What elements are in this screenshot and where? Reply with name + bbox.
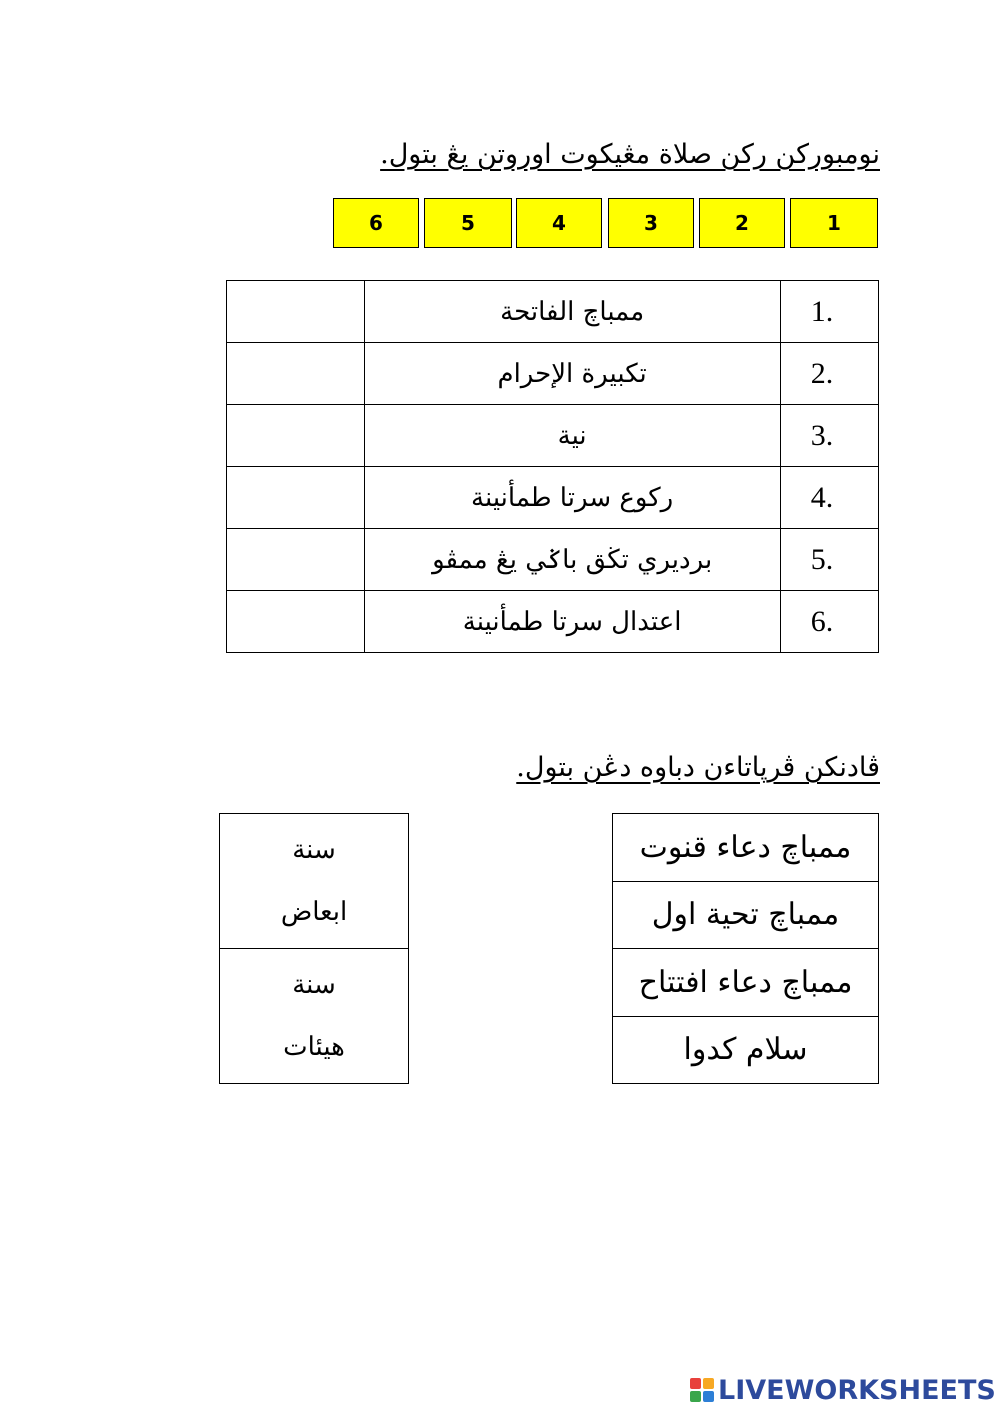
match-item[interactable]: سلام کدوا xyxy=(613,1016,879,1084)
answer-drop-cell[interactable] xyxy=(227,529,365,591)
answer-drop-cell[interactable] xyxy=(227,281,365,343)
rukun-label: برديري تڬق باݢي يڠ ممڤو xyxy=(364,529,780,591)
table-row xyxy=(227,467,879,529)
table-row xyxy=(227,405,879,467)
rukun-label: تکبيرة الإحرام xyxy=(364,343,780,405)
sunnah-type-table xyxy=(219,813,409,1084)
table-row xyxy=(613,881,879,949)
number-box-3[interactable]: 3 xyxy=(608,198,694,248)
logo-text: LIVEWORKSHEETS xyxy=(718,1374,996,1406)
match-item[interactable]: ممباچ دعاء قنوت xyxy=(613,814,879,882)
row-number: 6. xyxy=(780,591,878,653)
logo-square xyxy=(690,1391,701,1402)
table-row xyxy=(613,1016,879,1084)
number-box-6[interactable]: 6 xyxy=(333,198,419,248)
type-line: سنة xyxy=(292,970,336,1000)
rukun-label: اعتدال سرتا طمأنينة xyxy=(364,591,780,653)
table-row xyxy=(227,591,879,653)
logo-square xyxy=(703,1391,714,1402)
logo-mark-icon xyxy=(690,1378,714,1402)
number-box-2[interactable]: 2 xyxy=(699,198,785,248)
table-row xyxy=(227,529,879,591)
match-item[interactable]: ممباچ تحية اول xyxy=(613,881,879,949)
type-line: سنة xyxy=(292,835,336,865)
number-box-4[interactable]: 4 xyxy=(516,198,602,248)
number-box-1[interactable]: 1 xyxy=(790,198,878,248)
liveworksheets-logo xyxy=(690,1372,996,1408)
match-item[interactable]: ممباچ دعاء افتتاح xyxy=(613,949,879,1017)
table-row xyxy=(227,343,879,405)
number-box-5[interactable]: 5 xyxy=(424,198,512,248)
table-row xyxy=(220,814,409,949)
row-number: 2. xyxy=(780,343,878,405)
table-row xyxy=(613,949,879,1017)
sunnah-items-table xyxy=(612,813,879,1084)
answer-drop-cell[interactable] xyxy=(227,343,365,405)
rukun-order-table xyxy=(226,280,879,653)
answer-drop-cell[interactable] xyxy=(227,591,365,653)
rukun-label: ممباچ الفاتحة xyxy=(364,281,780,343)
table-row xyxy=(613,814,879,882)
table-row xyxy=(220,949,409,1084)
row-number: 3. xyxy=(780,405,878,467)
logo-square xyxy=(690,1378,701,1389)
table-row xyxy=(227,281,879,343)
row-number: 4. xyxy=(780,467,878,529)
row-number: 1. xyxy=(780,281,878,343)
sunnah-type-haiat[interactable] xyxy=(220,949,409,1084)
answer-drop-cell[interactable] xyxy=(227,467,365,529)
answer-drop-cell[interactable] xyxy=(227,405,365,467)
type-line: هيئات xyxy=(283,1032,345,1062)
logo-square xyxy=(703,1378,714,1389)
type-line: ابعاض xyxy=(280,897,348,927)
row-number: 5. xyxy=(780,529,878,591)
sunnah-type-abad[interactable] xyxy=(220,814,409,949)
section1-heading: نومبورکن رکن صلاة مڠيکوت اوروتن يڠ بتول. xyxy=(380,139,880,170)
section2-heading: ڤادنکن ڤرڽاتاءن دباوه دڠن بتول. xyxy=(516,752,880,783)
rukun-label: نية xyxy=(364,405,780,467)
rukun-label: رکوع سرتا طمأنينة xyxy=(364,467,780,529)
